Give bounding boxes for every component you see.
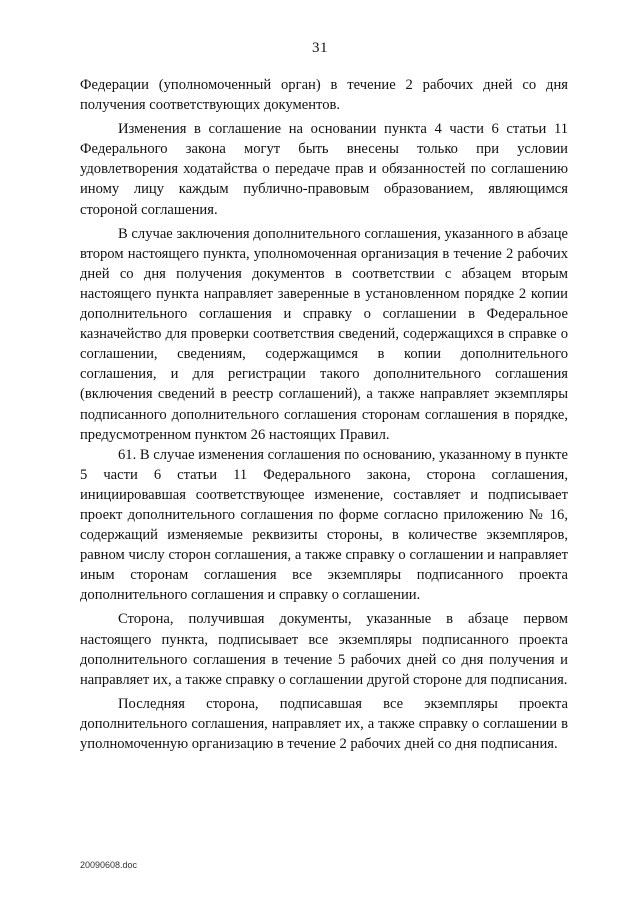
footer-file-name: 20090608.doc (80, 860, 138, 870)
paragraph-additional-agreement: В случае заключения дополнительного соглашения, указанного в абзаце втором настоящего пункта, уполномоченная организация в течение 2 рабочих дней со дня получения документов в соответствии с абзацем вторым настоящего пункта направляет заверенные в установленном порядке 2 копии дополнительного соглашения и справку о соглашении в Федеральное казначейство для проверки соответствия сведений, содержащихся в справке о соглашении, сведениям, содержащимся в копии дополнительного соглашения, и для регистрации такого дополнительного соглашения (включения сведений в реестр соглашений), а также направляет экземпляры подписанного дополнительного соглашения сторонам соглашения в порядке, предусмотренном пунктом 26 настоящих Правил. (80, 225, 568, 443)
document-body (80, 75, 568, 754)
paragraph-last-party: Последняя сторона, подписавшая все экземпляры проекта дополнительного соглашения, направляет их, а также справку о соглашении в уполномоченную организацию в течение 2 рабочих дней со дня подписания. (80, 695, 568, 752)
paragraph-receiving-party: Сторона, получившая документы, указанные в абзаце первом настоящего пункта, подписывает все экземпляры подписанного проекта дополнительного соглашения в течение 5 рабочих дней со дня получения и направляет их, а также справку о соглашении другой стороне для подписания. (80, 611, 568, 688)
paragraph-continuation: Федерации (уполномоченный орган) в течение 2 рабочих дней со дня получения соответствующих документов. (80, 77, 568, 114)
paragraph-amendment-conditions: Изменения в соглашение на основании пункта 4 части 6 статьи 11 Федерального закона могут быть внесены только при условии удовлетворения ходатайства о передаче прав и обязанностей по соглашению иному лицу каждым публично-правовым образованием, являющимся стороной соглашения. (80, 121, 568, 218)
paragraph-item-61: 61. В случае изменения соглашения по основанию, указанному в пункте 5 части 6 статьи 11 Федерального закона, сторона соглашения, инициировавшая соответствующее изменение, составляет и подписывает проект дополнительного соглашения по форме согласно приложению № 16, содержащий изменяемые реквизиты стороны, в количестве экземпляров, равном числу сторон соглашения, а также справку о соглашении и направляет иным сторонам соглашения все экземпляры подписанного проекта дополнительного соглашения и справку о соглашении. (80, 446, 569, 604)
page-number: 31 (312, 40, 328, 56)
